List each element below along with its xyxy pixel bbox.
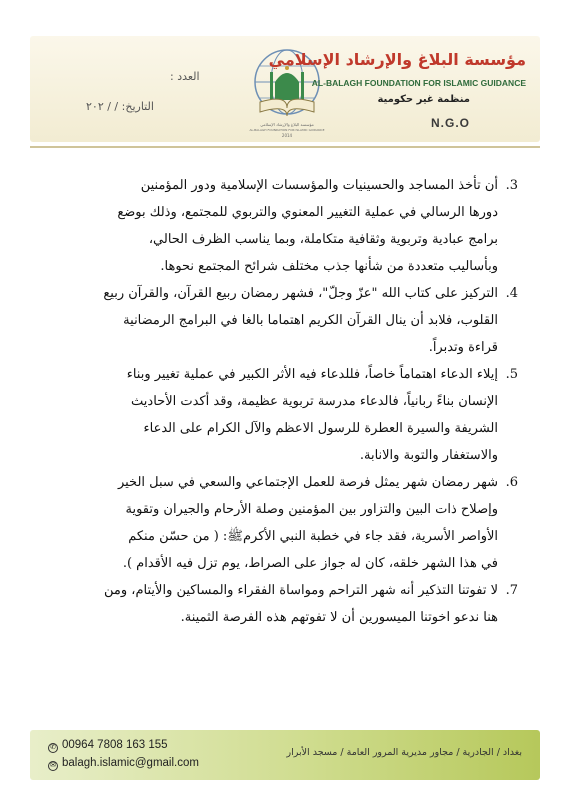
list-item-text (56, 469, 498, 577)
list-item (56, 361, 518, 469)
list-item (56, 577, 518, 631)
document-date-value: / / ٢٠٢ (86, 100, 119, 113)
footer-phone (48, 739, 168, 753)
list-item-number: 4. (505, 286, 518, 301)
text-line: في هذا الشهر خلقه، كان له جواز على الصراط، يوم تزل فيه الأقدام ). (122, 556, 498, 571)
list-item (56, 469, 518, 577)
organization-name-english: AL-BALAGH FOUNDATION FOR ISLAMIC GUIDANCE (311, 78, 526, 88)
list-item-number: 5. (505, 367, 518, 382)
list-item-number: 7. (505, 583, 518, 598)
text-line: الأواصر الأسرية، فقد جاء في خطبة النبي الأكرمﷺ: ( من حسّن منكم (128, 529, 498, 544)
text-line: قراءة وتدبراً. (428, 340, 498, 355)
document-date-label: التاريخ: (121, 100, 154, 113)
text-line: القلوب، فلابد أن ينال القرآن الكريم اهتماما بالغا في البرامج الرمضانية (123, 313, 498, 328)
letter-footer (30, 730, 540, 780)
list-item-text (56, 280, 498, 361)
email-icon: ✉ (48, 761, 58, 771)
text-line: لا تفوتنا التذكير أنه شهر التراحم ومواساة الفقراء والمساكين والأيتام، ومن (104, 583, 498, 598)
logo-caption-english: AL-BALAGH FOUNDATION FOR ISLAMIC GUIDANCE (249, 128, 325, 132)
logo-caption-arabic: مؤسسة البلاغ والإرشاد الإسلامي (260, 122, 314, 127)
list-item-number: 6. (505, 475, 518, 490)
list-item-text (56, 361, 498, 469)
list-item-text (56, 577, 498, 631)
list-item-text (56, 172, 498, 280)
document-number-label: العدد : (170, 70, 200, 83)
text-line: أن تأخذ المساجد والحسينيات والمؤسسات الإسلامية ودور المؤمنين (140, 178, 498, 193)
organization-type-english: N.G.O (430, 116, 470, 130)
text-line: والاستغفار والتوبة والانابة. (359, 448, 498, 463)
text-line: الشريفة والسيرة العطرة للرسول الاعظم والآل الكرام على الدعاء (143, 421, 498, 436)
logo-year: 2014 (281, 133, 293, 138)
list-item (56, 172, 518, 280)
document-body (56, 172, 518, 631)
text-line: وبأساليب متعددة من شأنها جذب مختلف شرائح المجتمع نحوها. (160, 259, 498, 274)
text-line: دورها الرسالي في عملية التغيير المعنوي والتربوي للمجتمع، وذلك بوضع (117, 205, 498, 220)
phone-icon: ✆ (48, 743, 58, 753)
text-line: إيلاء الدعاء اهتماماً خاصاً، فللدعاء فيه الأثر الكبير في عملية تغيير وبناء (126, 367, 498, 382)
text-line: برامج عبادية وتربوية وثقافية متكاملة، وبما يناسب الظرف الحالي، (148, 232, 498, 247)
header-divider (30, 146, 540, 148)
organization-name-arabic: مؤسسة البلاغ والإرشاد الإسلامي (268, 50, 526, 69)
text-line: التركيز على كتاب الله "عزّ وجلّ"، فشهر رمضان ربيع القرآن، والقرآن ربيع (103, 286, 498, 301)
text-line: الإنسان بناءً ربانياً، فالدعاء مدرسة تربوية عظيمة، وقد أكدت الأحاديث (131, 394, 498, 409)
text-line: هنا ندعو اخوتنا الميسورين أن لا تفوتهم هذه الفرصة الثمينة. (180, 610, 498, 625)
text-line: شهر رمضان شهر يمثل فرصة للعمل الإجتماعي والسعي في سبل الخير (117, 475, 498, 490)
list-item-number: 3. (505, 178, 518, 193)
document-date-field (86, 100, 154, 113)
footer-email-address: balagh.islamic@gmail.com (62, 757, 199, 769)
footer-email (48, 757, 199, 771)
organization-type-arabic: منظمة غير حكومية (377, 94, 470, 105)
footer-address: بغداد / الجادرية / مجاور مديرية المرور العامة / مسجد الأبرار (286, 747, 522, 758)
footer-phone-number: 00964 7808 163 155 (62, 739, 168, 751)
text-line: وإصلاح ذات البين والتزاور بين المؤمنين وصلة الأرحام والجيران وتقوية (125, 502, 498, 517)
list-item (56, 280, 518, 361)
letterhead (30, 36, 540, 142)
